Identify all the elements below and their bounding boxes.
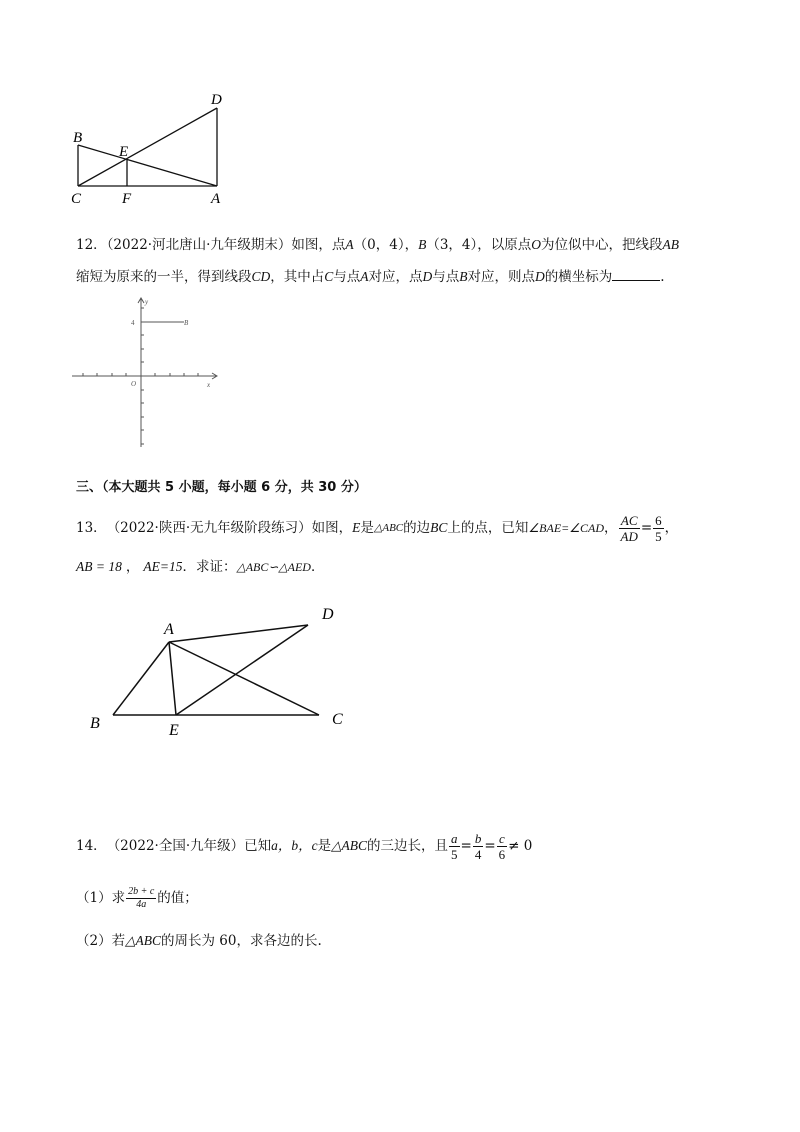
q13-point-e: E [352,520,361,535]
frac-num: c [499,830,505,846]
q12-line1 [76,236,679,254]
frac-den: 5 [451,846,458,862]
segment-ba [113,642,169,715]
q12-point-o: O [531,237,542,252]
q13-ratio [619,513,640,544]
figure-q11 [60,88,240,210]
frac-den: 4a [136,898,147,910]
q14-part1-expression [126,886,156,911]
tick-label-4: 4 [131,319,135,327]
label-b: B [90,715,100,732]
q13-ratio-num: AC [620,512,638,528]
q12-end: . [660,269,665,285]
label-d: D [322,606,334,623]
q13-ratio-den: AD [620,528,638,544]
frac-den: 4 [474,846,482,862]
q14-sides: a，b，c [271,838,318,853]
q13-end: ． [310,559,325,575]
q14-frac-a [449,831,460,862]
q12-segment-cd: CD [251,269,271,284]
q13-ratio-value [653,513,664,544]
q13-comma: ， [604,520,618,536]
label-d: D [211,92,222,108]
frac-den: 6 [498,846,506,862]
q13-text: 如图， [311,520,353,536]
frac-num: 2b + c [128,885,155,897]
label-c: C [71,191,82,207]
frac-num: a [451,830,458,846]
label-a: A [211,191,221,207]
q12-point-b: B [459,269,468,284]
q13-line1 [76,510,678,546]
q13-number: 13． [76,520,107,536]
q14-text: 是 [317,838,332,854]
x-axis-label: x [207,381,211,389]
frac-num: b [474,830,482,846]
segment-ba [78,145,217,186]
q13-triangle: △ABC [373,522,404,534]
q14-part2-text: 的周长为 60，求各边的长. [160,933,322,949]
q14-text: 已知 [244,838,272,854]
q12-text: 与点 [432,269,460,285]
q14-line1: 14． （2022·全国·九年级） 已知 a，b，c 是 △ABC 的三边长，且 $\frac{a}{5}$ = $\frac{b}{4}$ = $\frac{c}{6}$ ≠ 0 [76,830,533,862]
y-axis-label: y [145,298,149,306]
q13-equals: = [640,520,653,536]
q13-segment-bc: BC [430,520,448,535]
point-b-label: B [184,319,189,327]
q12-point-a: A [345,237,354,252]
q13-source: （2022·陕西·无九年级阶段练习） [106,520,312,536]
q12-text: 如图，点 [291,237,346,253]
q14-text: 的三边长，且 [367,838,449,854]
q14-part1-end: 的值； [157,890,198,906]
q14-triangle: △ABC [331,838,368,853]
label-e: E [119,144,129,160]
q12-point-b: B [418,237,427,252]
q12-text: 为位似中心，把线段 [541,237,663,253]
q13-value-num: 6 [655,512,662,528]
q14-source: （2022·全国·九年级） [106,838,245,854]
q13-ab-length: AB = 18 [76,559,122,574]
q12-text: 的横坐标为 [544,269,613,285]
q13-text: 的边 [403,520,431,536]
figure-q12-axes [68,295,228,451]
q13-value-den: 5 [655,528,662,544]
section-3-heading: 三、（本大题共 5 小题，每小题 6 分，共 30 分） [76,480,367,495]
q14-not-zero: ≠ 0 [508,838,533,854]
q12-coord-b: （3，4），以原点 [426,237,532,253]
q12-text: 对应，点 [368,269,423,285]
q13-ae-length: AE=15 [143,559,183,574]
answer-blank[interactable] [612,268,660,281]
label-b: B [73,130,83,146]
q13-prove-text: ．求证： [182,559,237,575]
q12-coord-a: （0，4）， [353,237,419,253]
q13-angle-condition: ∠BAE=∠CAD [528,521,605,535]
q14-frac-c [497,831,508,862]
q13-similarity: △ABC∽△AED [236,560,311,574]
q14-part1-label: （1）求 [76,890,126,906]
q12-point-d: D [422,269,433,284]
q12-point-c: C [324,269,334,284]
q14-frac-b [473,831,484,862]
q14-number: 14． [76,838,107,854]
label-a: A [164,621,174,638]
q13-line2: AB = 18 ， AE=15．求证：△ABC∽△AED． [76,559,325,575]
q13-text: 是 [360,520,374,536]
q12-point-a: A [360,269,369,284]
q12-line2 [76,268,665,286]
segment-cd [78,108,217,186]
q13-comma: ， [664,520,679,536]
q12-segment-ab: AB [662,237,680,252]
figure-q13 [86,600,356,745]
q12-source: （2022·河北唐山·九年级期末） [106,237,292,253]
segment-ae [169,642,176,715]
q14-part1 [76,880,198,916]
q13-text: 上的点，已知 [447,520,529,536]
q12-text: ，其中占 [270,269,325,285]
q14-part2 [76,932,322,950]
q12-text: 对应，则点 [467,269,536,285]
q14-triangle: △ABC [125,933,161,948]
q14-part2-label: （2）若 [76,933,126,949]
label-e: E [169,722,179,739]
q12-number: 12． [76,237,107,253]
q12-text: 与点 [333,269,361,285]
q12-point-d: D [535,269,545,284]
label-c: C [332,711,343,728]
origin-label: O [131,380,137,388]
label-f: F [122,191,132,207]
q12-text: 缩短为原来的一半，得到线段 [76,269,252,285]
